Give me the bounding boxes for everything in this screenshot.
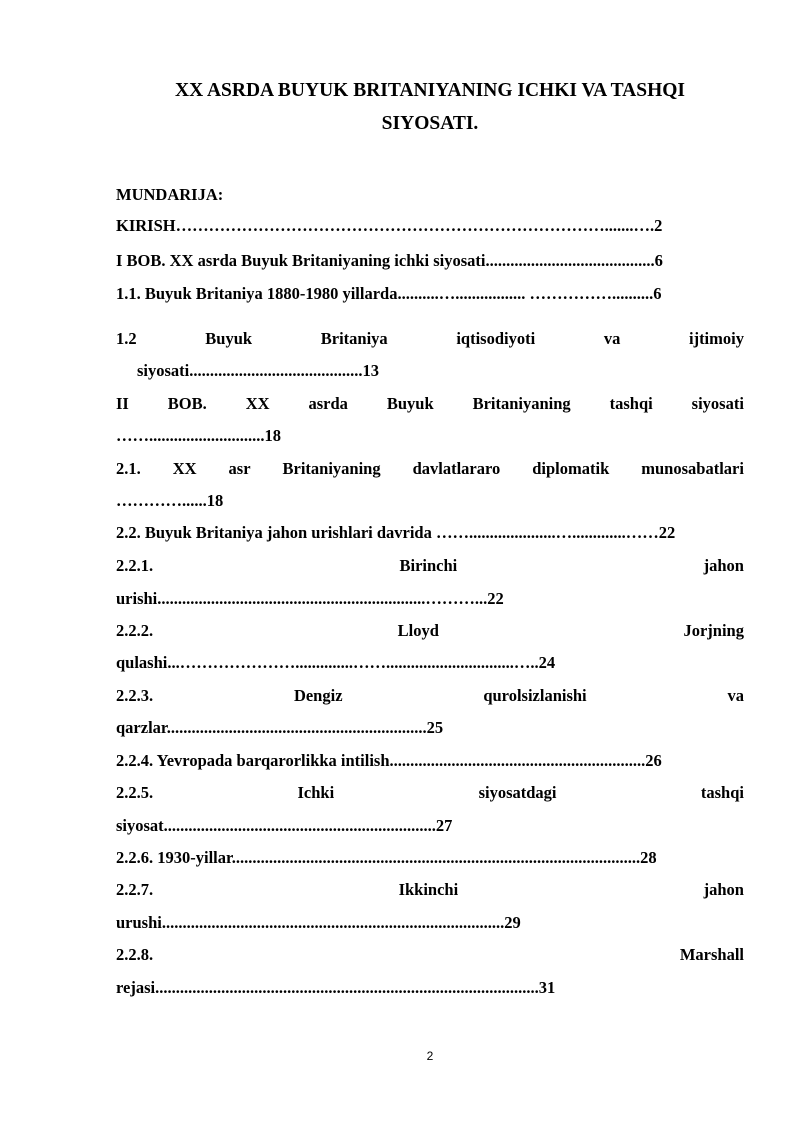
toc-entry-2-2-7 xyxy=(116,880,744,900)
toc-entry-2-2-2 xyxy=(116,621,744,641)
toc-word: Ikkinchi xyxy=(398,880,459,899)
toc-word: 2.2.1. xyxy=(116,556,154,575)
toc-entry-2-1-cont: …………......18 xyxy=(116,491,224,510)
toc-word: Buyuk xyxy=(386,394,434,413)
toc-entry-2-2-1-cont: urishi.................................................................………...22 xyxy=(116,589,504,608)
toc-word: ijtimoiy xyxy=(688,329,744,348)
toc-word: 2.2.3. xyxy=(116,686,154,705)
page-number: 2 xyxy=(426,1049,434,1063)
toc-word: tashqi xyxy=(609,394,653,413)
toc-word: II xyxy=(116,394,129,413)
toc-word: 2.2.8. xyxy=(116,945,154,964)
toc-word: asrda xyxy=(308,394,348,413)
toc-word: siyosati xyxy=(691,394,744,413)
toc-word: siyosatdagi xyxy=(478,783,557,802)
toc-entry-2-2-8-cont: rejasi.............................................................................................31 xyxy=(116,978,556,997)
toc-entry-bob2 xyxy=(116,394,744,414)
toc-word: 2.2.5. xyxy=(116,783,154,802)
toc-word: 2.1. xyxy=(116,459,141,478)
toc-word: diplomatik xyxy=(532,459,610,478)
toc-word: va xyxy=(727,686,744,705)
toc-heading: MUNDARIJA: xyxy=(116,185,224,204)
toc-word: asr xyxy=(228,459,251,478)
toc-entry-bob2-cont: ……............................18 xyxy=(116,426,281,445)
toc-entry-2-2-6: 2.2.6. 1930-yillar...................................................................................................28 xyxy=(116,848,657,867)
toc-entry-2-2-2-cont: qulashi...…………………..............……...............................…..24 xyxy=(116,653,556,672)
toc-word: Dengiz xyxy=(293,686,343,705)
toc-word: qurolsizlanishi xyxy=(483,686,587,705)
toc-word: XX xyxy=(245,394,270,413)
toc-entry-2-2-4: 2.2.4. Yevropada barqarorlikka intilish..............................................................26 xyxy=(116,751,662,770)
toc-word: Lloyd xyxy=(397,621,439,640)
toc-entry-bob1: I BOB. XX asrda Buyuk Britaniyaning ichki siyosati.........................................6 xyxy=(116,251,663,270)
toc-entry-kirish: KIRISH…………………………………………………………………….......….2 xyxy=(116,216,663,235)
toc-entry-2-2-5-cont: siyosat..................................................................27 xyxy=(116,816,453,835)
toc-word: 2.2.7. xyxy=(116,880,154,899)
toc-entry-2-2-3 xyxy=(116,686,744,706)
toc-word: Britaniyaning xyxy=(282,459,381,478)
toc-word: jahon xyxy=(703,556,744,575)
toc-entry-2-2-3-cont: qarzlar...............................................................25 xyxy=(116,718,444,737)
toc-word: Jorjning xyxy=(683,621,744,640)
toc-entry-2-1 xyxy=(116,459,744,479)
toc-word: 1.2 xyxy=(116,329,137,348)
document-title xyxy=(100,74,760,140)
toc-word: jahon xyxy=(703,880,744,899)
toc-word: Birinchi xyxy=(399,556,458,575)
title-line-1: XX ASRDA BUYUK BRITANIYANING ICHKI VA TASHQI xyxy=(174,80,686,101)
toc-entry-1-2-cont: siyosati..........................................13 xyxy=(137,361,380,380)
toc-word: tashqi xyxy=(700,783,744,802)
toc-entry-2-2-5 xyxy=(116,783,744,803)
toc-entry-2-2-7-cont: urushi...................................................................................29 xyxy=(116,913,521,932)
toc-word: Britaniyaning xyxy=(472,394,571,413)
toc-word: iqtisodiyoti xyxy=(456,329,536,348)
title-line-2: SIYOSATI. xyxy=(381,113,479,134)
toc-entry-2-2: 2.2. Buyuk Britaniya jahon urishlari davrida …….....................….............……22 xyxy=(116,523,676,542)
toc-word: XX xyxy=(172,459,197,478)
toc-entry-1-1: 1.1. Buyuk Britaniya 1880-1980 yillarda..........…................. ……………..........6 xyxy=(116,284,662,303)
toc-entry-1-2 xyxy=(116,329,744,349)
toc-word: va xyxy=(603,329,621,348)
toc-entry-2-2-8 xyxy=(116,945,744,965)
toc-word: davlatlararo xyxy=(412,459,501,478)
toc-word: Buyuk xyxy=(205,329,253,348)
toc-word: BOB. xyxy=(167,394,207,413)
toc-word: Marshall xyxy=(679,945,744,964)
toc-word: munosabatlari xyxy=(641,459,744,478)
toc-word: Ichki xyxy=(297,783,335,802)
toc-word: 2.2.2. xyxy=(116,621,154,640)
toc-word: Britaniya xyxy=(320,329,388,348)
toc-entry-2-2-1 xyxy=(116,556,744,576)
